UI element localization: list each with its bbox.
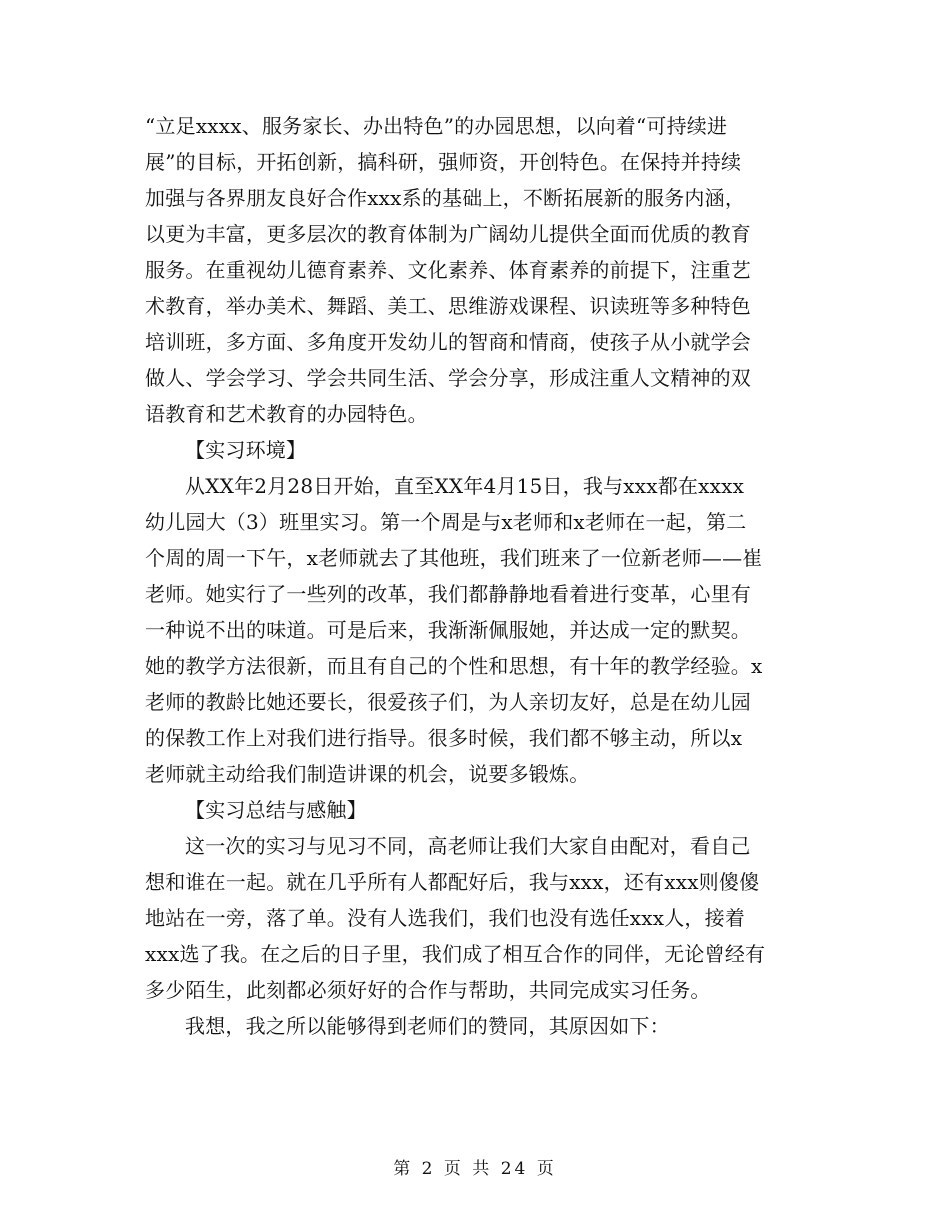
paragraph-line: 地站在一旁，落了单。没有人选我们，我们也没有选任xxx人，接着 [145,906,746,930]
paragraph-line: xxx选了我。在之后的日子里，我们成了相互合作的同伴，无论曾经有 [145,942,766,966]
section-heading-internship-environment: 【实习环境】 [185,438,307,462]
paragraph-line: “立足xxxx、服务家长、办出特色”的办园思想，以向着“可持续进 [145,114,728,138]
paragraph-line: 术教育，举办美术、舞蹈、美工、思维游戏课程、识读班等多种特色 [145,294,751,318]
paragraph-line: 老师的教龄比她还要长，很爱孩子们，为人亲切友好，总是在幼儿园 [145,690,751,714]
paragraph-line: 多少陌生，此刻都必须好好的合作与帮助，共同完成实习任务。 [145,978,711,1002]
paragraph-line: 的保教工作上对我们进行指导。很多时候，我们都不够主动，所以x [145,726,743,750]
paragraph-line: 个周的周一下午，x老师就去了其他班，我们班来了一位新老师——崔 [145,546,763,570]
paragraph-line: 加强与各界朋友良好合作xxx系的基础上，不断拓展新的服务内涵， [145,186,746,210]
page-number-footer: 第 2 页 共 24 页 [393,1159,557,1179]
paragraph-line: 想和谁在一起。就在几乎所有人都配好后，我与xxx，还有xxx则傻傻 [145,870,760,894]
paragraph-line: 一种说不出的味道。可是后来，我渐渐佩服她，并达成一定的默契。 [145,618,751,642]
section-heading-summary: 【实习总结与感触】 [185,798,367,822]
paragraph-line: 老师。她实行了一些列的改革，我们都静静地看着进行变革，心里有 [145,582,751,606]
paragraph-line: 她的教学方法很新，而且有自己的个性和思想，有十年的教学经验。x [145,654,763,678]
paragraph-line: 幼儿园大（3）班里实习。第一个周是与x老师和x老师在一起，第二 [145,510,747,534]
paragraph-line: 语教育和艺术教育的办园特色。 [145,402,428,426]
paragraph-line: 以更为丰富，更多层次的教育体制为广阔幼儿提供全面而优质的教育 [145,222,751,246]
paragraph-line: 展”的目标，开拓创新，搞科研，强师资，开创特色。在保持并持续 [145,150,742,174]
paragraph-line: 我想，我之所以能够得到老师们的赞同，其原因如下： [185,1014,670,1038]
document-body [145,108,810,1044]
paragraph-line: 服务。在重视幼儿德育素养、文化素养、体育素养的前提下，注重艺 [145,258,751,282]
paragraph-line: 老师就主动给我们制造讲课的机会，说要多锻炼。 [145,762,590,786]
paragraph-line: 培训班，多方面、多角度开发幼儿的智商和情商，使孩子从小就学会 [145,330,751,354]
paragraph-line: 从XX年2月28日开始，直至XX年4月15日，我与xxx都在xxxx [185,474,745,498]
paragraph-line: 做人、学会学习、学会共同生活、学会分享，形成注重人文精神的双 [145,366,751,390]
paragraph-line: 这一次的实习与见习不同，高老师让我们大家自由配对，看自己 [185,834,751,858]
